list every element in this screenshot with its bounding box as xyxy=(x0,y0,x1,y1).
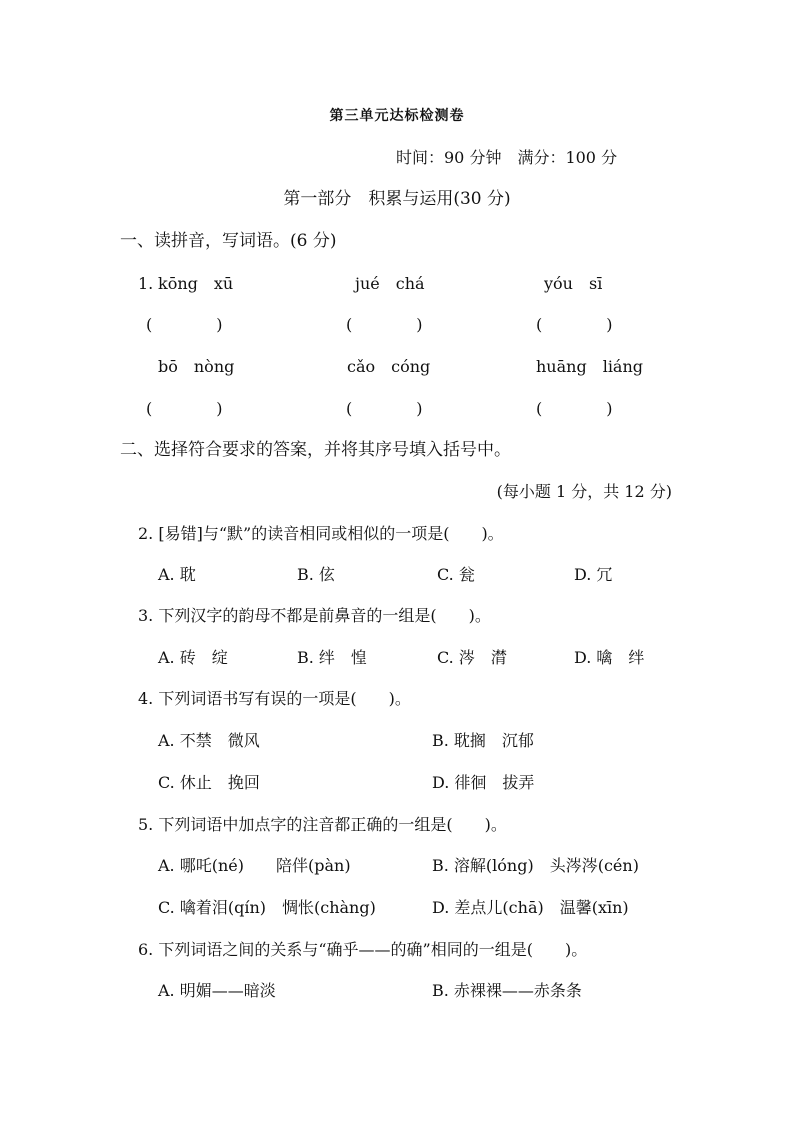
answer-blank-6[interactable]: ( ) xyxy=(536,399,613,418)
question-3-option-d[interactable]: D. 噙 绊 xyxy=(574,648,645,667)
question-6-option-b[interactable]: B. 赤裸裸——赤条条 xyxy=(432,981,582,1000)
question-2-option-a[interactable]: A. 耽 xyxy=(158,565,196,584)
question-5-option-d[interactable]: D. 差点儿(chā) 温馨(xīn) xyxy=(432,898,629,917)
question-2-stem: 2. [易错]与“默”的读音相同或相似的一项是( )。 xyxy=(138,524,504,543)
pinyin-4: bō nòng xyxy=(158,357,235,376)
pinyin-2: jué chá xyxy=(355,274,425,293)
pinyin-1: kōng xū xyxy=(158,274,234,293)
exam-time-info: 时间：90 分钟 满分：100 分 xyxy=(396,148,618,167)
question-5-option-b[interactable]: B. 溶解(lóng) 头涔涔(cén) xyxy=(432,856,639,875)
question-5-option-a[interactable]: A. 哪吒(né) 陪伴(pàn) xyxy=(158,856,351,875)
question-3-option-a[interactable]: A. 砖 绽 xyxy=(158,648,228,667)
pinyin-3: yóu sī xyxy=(544,274,603,293)
question-6-stem: 6. 下列词语之间的关系与“确乎——的确”相同的一组是( )。 xyxy=(138,940,588,959)
question-5-option-c[interactable]: C. 噙着泪(qín) 惆怅(chàng) xyxy=(158,898,376,917)
question-4-option-a[interactable]: A. 不禁 微风 xyxy=(158,731,260,750)
pinyin-6: huāng liáng xyxy=(536,357,644,376)
question-4-option-c[interactable]: C. 休止 挽回 xyxy=(158,773,260,792)
question-3-option-c[interactable]: C. 涔 潸 xyxy=(437,648,507,667)
question-4-option-b[interactable]: B. 耽搁 沉郁 xyxy=(432,731,534,750)
section-2-heading: 二、选择符合要求的答案，并将其序号填入括号中。 xyxy=(120,440,511,460)
question-6-option-a[interactable]: A. 明媚——暗淡 xyxy=(158,981,276,1000)
answer-blank-1[interactable]: ( ) xyxy=(146,315,223,334)
pinyin-5: cǎo cóng xyxy=(347,357,431,376)
answer-blank-4[interactable]: ( ) xyxy=(146,399,223,418)
question-3-stem: 3. 下列汉字的韵母不都是前鼻音的一组是( )。 xyxy=(138,606,491,625)
exam-title: 第三单元达标检测卷 xyxy=(329,108,465,124)
question-5-stem: 5. 下列词语中加点字的注音都正确的一组是( )。 xyxy=(138,815,507,834)
part-title: 第一部分 积累与运用(30 分) xyxy=(283,189,511,209)
question-4-option-d[interactable]: D. 徘徊 拔弄 xyxy=(432,773,535,792)
section-2-score-note: (每小题 1 分，共 12 分) xyxy=(496,482,672,501)
question-2-option-b[interactable]: B. 伭 xyxy=(297,565,335,584)
answer-blank-2[interactable]: ( ) xyxy=(346,315,423,334)
answer-blank-5[interactable]: ( ) xyxy=(346,399,423,418)
question-1-number: 1. xyxy=(138,274,154,293)
question-3-option-b[interactable]: B. 绊 惶 xyxy=(297,648,367,667)
answer-blank-3[interactable]: ( ) xyxy=(536,315,613,334)
question-4-stem: 4. 下列词语书写有误的一项是( )。 xyxy=(138,689,411,708)
question-2-option-c[interactable]: C. 瓮 xyxy=(437,565,475,584)
section-1-heading: 一、读拼音，写词语。(6 分) xyxy=(120,231,337,251)
question-2-option-d[interactable]: D. 冗 xyxy=(574,565,613,584)
